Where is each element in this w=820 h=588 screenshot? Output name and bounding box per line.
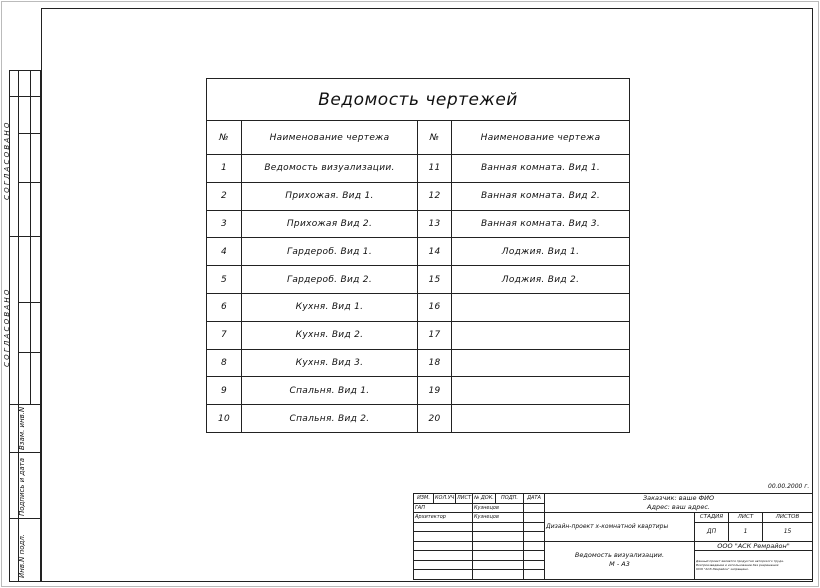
stamp-format: М - А3: [609, 560, 630, 568]
title-block: [413, 493, 813, 580]
row-number: 12: [418, 182, 452, 210]
col-num-header: №: [418, 121, 452, 155]
agreed-label-top: С О Г Л А С О В А Н О: [3, 122, 11, 200]
table-row: [207, 349, 630, 377]
table-row: [207, 238, 630, 266]
stamp-project: Дизайн-проект х-комнатной квартиры: [545, 513, 695, 542]
row-name: Спальня. Вид 1.: [242, 377, 418, 405]
row-number: 11: [418, 155, 452, 183]
stamp-sheet-h: ЛИСТ: [729, 513, 763, 523]
row-number: 10: [207, 405, 242, 433]
row-name: Лоджия. Вид 1.: [452, 238, 630, 266]
stamp-h-podp: ПОДП.: [496, 494, 524, 504]
row-name: Кухня. Вид 1.: [242, 293, 418, 321]
row-number: 20: [418, 405, 452, 433]
stamp-name-gap: Кузнецов: [473, 503, 524, 513]
page-title: Ведомость чертежей: [207, 79, 630, 121]
row-name: [452, 321, 630, 349]
col-name-header: Наименование чертежа: [242, 121, 418, 155]
row-name: Кухня. Вид 2.: [242, 321, 418, 349]
row-number: 9: [207, 377, 242, 405]
col-num-header: №: [207, 121, 242, 155]
stamp-sheets: 15: [763, 522, 813, 541]
row-number: 19: [418, 377, 452, 405]
row-number: 13: [418, 210, 452, 238]
stamp-h-izm: ИЗМ.: [414, 494, 434, 504]
row-number: 2: [207, 182, 242, 210]
row-number: 7: [207, 321, 242, 349]
stamp-stage-h: СТАДИЯ: [695, 513, 729, 523]
row-name: [452, 405, 630, 433]
row-name: Ведомость визуализации.: [242, 155, 418, 183]
stamp-h-ndok: № ДОК.: [474, 495, 494, 502]
row-name: Прихожая. Вид 1.: [242, 182, 418, 210]
stamp-stage: ДП: [695, 522, 729, 541]
row-name: Лоджия. Вид 2.: [452, 266, 630, 294]
stamp-sheet: 1: [729, 522, 763, 541]
stamp-sheets-h: ЛИСТОВ: [763, 513, 813, 523]
row-number: 5: [207, 266, 242, 294]
stamp-note-1: Данный проект является продуктом авторского труда.: [696, 558, 784, 563]
col-name-header: Наименование чертежа: [452, 121, 630, 155]
row-name: Гардероб. Вид 2.: [242, 266, 418, 294]
row-number: 15: [418, 266, 452, 294]
stamp-role-gap: ГАП: [414, 503, 473, 513]
row-number: 16: [418, 293, 452, 321]
row-number: 17: [418, 321, 452, 349]
stamp-note-3: ООО "АСК Ремрайон" запрещено.: [696, 566, 749, 571]
stamp-h-data: ДАТА: [524, 494, 545, 504]
stamp-note-2: Воспроизведение и использование без разрешения: [696, 562, 779, 567]
stamp-name-arch: Кузнецов: [473, 513, 524, 523]
stamp-h-list: ЛИСТ: [457, 495, 472, 502]
stamp-company: ООО "АСК Ремрайон": [695, 541, 813, 551]
inv-replace-label: Взам. инв.N: [18, 406, 26, 450]
table-row: [207, 210, 630, 238]
row-name: Ванная комната. Вид 1.: [452, 155, 630, 183]
stamp-role-arch: Архитектор: [414, 513, 473, 523]
row-number: 1: [207, 155, 242, 183]
row-name: Ванная комната. Вид 3.: [452, 210, 630, 238]
stamp-h-koluch: КОЛ.УЧ: [435, 495, 455, 502]
row-number: 6: [207, 293, 242, 321]
table-row: [207, 266, 630, 294]
stamp-address: Адрес: ваш адрес.: [647, 503, 710, 511]
row-number: 3: [207, 210, 242, 238]
table-row: [207, 377, 630, 405]
row-name: Прихожая Вид 2.: [242, 210, 418, 238]
agreed-label-bottom: С О Г Л А С О В А Н О: [3, 289, 11, 367]
row-number: 8: [207, 349, 242, 377]
inv-orig-label: Инв.N подл.: [18, 533, 26, 578]
row-name: Спальня. Вид 2.: [242, 405, 418, 433]
table-row: [207, 182, 630, 210]
row-name: [452, 377, 630, 405]
stamp-date: 00.00.2000 г.: [768, 483, 810, 490]
row-number: 4: [207, 238, 242, 266]
table-row: [207, 293, 630, 321]
table-row: [207, 155, 630, 183]
row-name: Кухня. Вид 3.: [242, 349, 418, 377]
drawing-list-table: [206, 78, 630, 433]
sign-date-label: Подпись и дата: [18, 458, 26, 516]
row-name: [452, 349, 630, 377]
row-name: Гардероб. Вид 1.: [242, 238, 418, 266]
row-name: Ванная комната. Вид 2.: [452, 182, 630, 210]
row-number: 14: [418, 238, 452, 266]
stamp-doc-name: Ведомость визуализации.: [574, 551, 665, 559]
table-row: [207, 405, 630, 433]
table-row: [207, 321, 630, 349]
row-number: 18: [418, 349, 452, 377]
stamp-customer: Заказчик: ваше ФИО: [642, 494, 715, 502]
row-name: [452, 293, 630, 321]
